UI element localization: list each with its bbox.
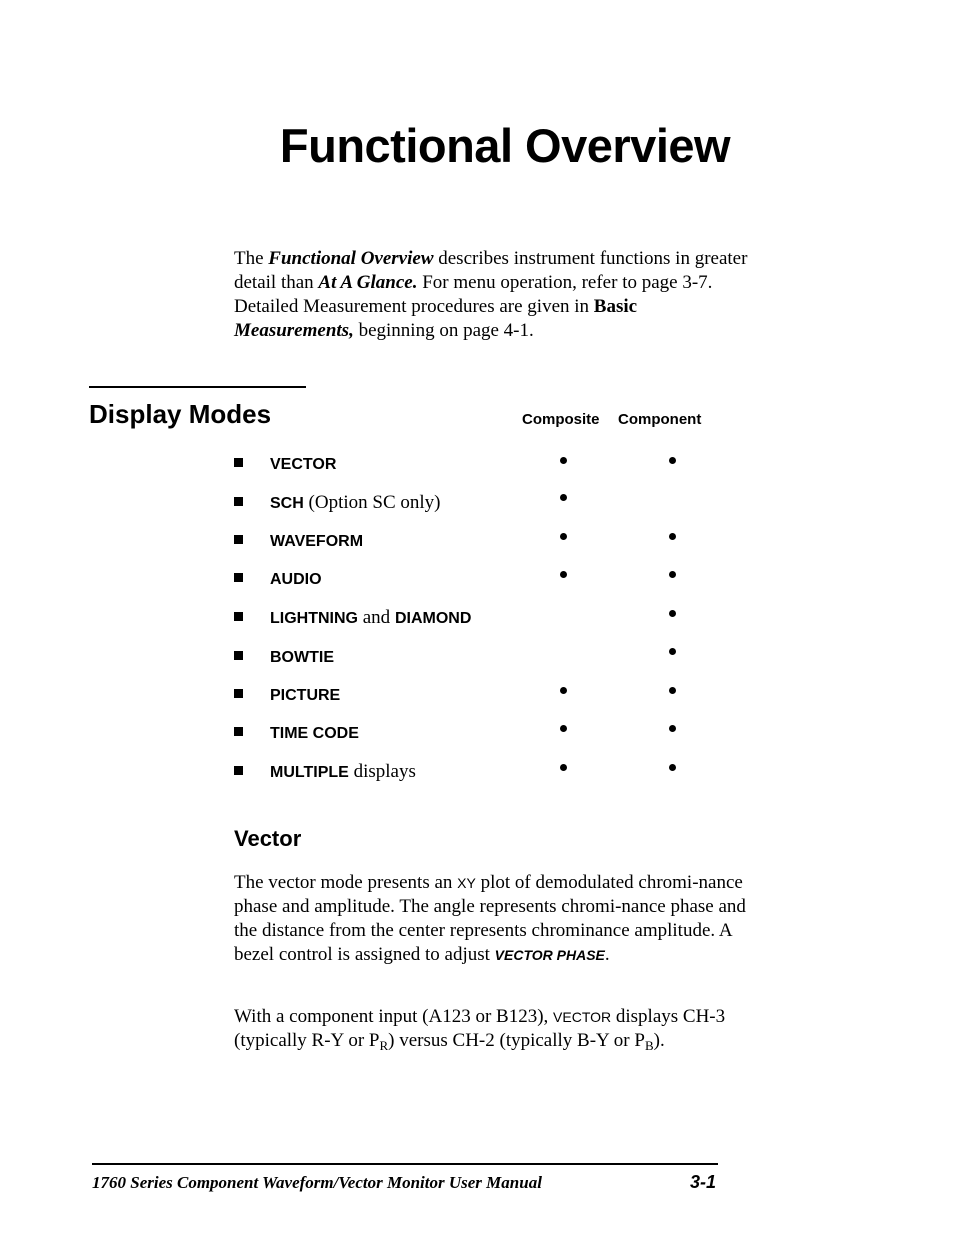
column-header-component: Component bbox=[618, 411, 702, 428]
mode-suffix: displays bbox=[348, 761, 416, 782]
mode-name: AUDIO bbox=[270, 571, 322, 588]
mode-row-time-code bbox=[234, 721, 714, 745]
mode-name: MULTIPLE bbox=[270, 764, 349, 781]
composite-dot-icon bbox=[560, 725, 567, 732]
mode-row-vector bbox=[234, 452, 714, 476]
subscript-b: B bbox=[644, 1038, 654, 1053]
intro-ref-functional-overview: Functional Overview bbox=[268, 248, 434, 269]
square-bullet-icon bbox=[234, 651, 243, 660]
footer-manual-title: 1760 Series Component Waveform/Vector Monitor User Manual bbox=[92, 1173, 542, 1192]
intro-paragraph bbox=[234, 247, 754, 343]
vector-term: VECTOR bbox=[553, 1009, 612, 1025]
mode-row-waveform bbox=[234, 529, 714, 553]
intro-ref-basic: Basic bbox=[593, 296, 638, 317]
mode-label bbox=[270, 606, 471, 631]
mode-label bbox=[270, 645, 334, 670]
square-bullet-icon bbox=[234, 766, 243, 775]
component-dot-icon bbox=[669, 725, 676, 732]
square-bullet-icon bbox=[234, 689, 243, 698]
composite-dot-icon bbox=[560, 687, 567, 694]
square-bullet-icon bbox=[234, 573, 243, 582]
xy-term: XY bbox=[457, 875, 476, 891]
subscript-r: R bbox=[379, 1038, 389, 1053]
intro-text: describes instrument functions in greater detail than bbox=[234, 248, 748, 293]
footer-rule bbox=[92, 1163, 718, 1165]
mode-row-lightning-diamond bbox=[234, 606, 714, 630]
mode-label bbox=[270, 452, 336, 477]
paragraph-text: ) versus CH-2 (typically B-Y or P bbox=[388, 1030, 645, 1051]
paragraph-text: With a component input (A123 or B123), bbox=[234, 1006, 554, 1027]
mode-label bbox=[270, 721, 359, 746]
square-bullet-icon bbox=[234, 535, 243, 544]
composite-dot-icon bbox=[560, 764, 567, 771]
mode-name: SCH bbox=[270, 495, 304, 512]
mode-row-sch bbox=[234, 491, 714, 515]
composite-dot-icon bbox=[560, 494, 567, 501]
square-bullet-icon bbox=[234, 458, 243, 467]
mode-label bbox=[270, 529, 363, 554]
mode-name: VECTOR bbox=[270, 456, 337, 473]
intro-text: The bbox=[234, 248, 269, 269]
component-dot-icon bbox=[669, 533, 676, 540]
mode-conjunction: and bbox=[358, 607, 395, 628]
section-rule bbox=[89, 386, 306, 388]
component-dot-icon bbox=[669, 764, 676, 771]
subsection-heading-vector: Vector bbox=[234, 826, 302, 851]
composite-dot-icon bbox=[560, 533, 567, 540]
page-title: Functional Overview bbox=[279, 119, 731, 172]
component-dot-icon bbox=[669, 571, 676, 578]
component-dot-icon bbox=[669, 457, 676, 464]
column-header-composite: Composite bbox=[522, 411, 600, 428]
paragraph-text: The vector mode presents an bbox=[234, 872, 458, 893]
intro-text: beginning on page 4-1. bbox=[353, 320, 534, 341]
mode-name: PICTURE bbox=[270, 687, 341, 704]
mode-row-picture bbox=[234, 683, 714, 707]
mode-row-multiple bbox=[234, 760, 714, 784]
composite-dot-icon bbox=[560, 457, 567, 464]
composite-dot-icon bbox=[560, 571, 567, 578]
square-bullet-icon bbox=[234, 497, 243, 506]
mode-label bbox=[270, 683, 340, 708]
vector-paragraph-2 bbox=[234, 1005, 754, 1053]
paragraph-text: plot of demodulated chromi-nance phase and amplitude. The angle represents chromi-nance phase and the distance from the center represents chrominance amplitude. A bezel control is assigned to adjust bbox=[234, 872, 746, 965]
mode-label bbox=[270, 760, 416, 785]
mode-name: LIGHTNING bbox=[270, 610, 358, 627]
paragraph-text: displays CH-3 (typically R-Y or P bbox=[234, 1006, 726, 1051]
section-heading: Display Modes bbox=[89, 399, 272, 429]
mode-name: WAVEFORM bbox=[270, 533, 364, 550]
component-dot-icon bbox=[669, 610, 676, 617]
mode-name: TIME CODE bbox=[270, 725, 359, 742]
component-dot-icon bbox=[669, 687, 676, 694]
intro-ref-measurements: Measurements, bbox=[234, 320, 354, 341]
mode-name: BOWTIE bbox=[270, 649, 334, 666]
intro-text: For menu operation, refer to page 3-7. Detailed Measurement procedures are given in bbox=[234, 272, 713, 317]
component-dot-icon bbox=[669, 648, 676, 655]
mode-label bbox=[270, 567, 322, 592]
footer-page-number: 3-1 bbox=[690, 1172, 717, 1192]
paragraph-text: . bbox=[604, 944, 610, 965]
mode-name: DIAMOND bbox=[394, 610, 472, 627]
intro-ref-at-a-glance: At A Glance. bbox=[318, 272, 418, 293]
paragraph-text: ). bbox=[653, 1030, 665, 1051]
mode-row-audio bbox=[234, 567, 714, 591]
square-bullet-icon bbox=[234, 727, 243, 736]
vector-paragraph-1 bbox=[234, 871, 754, 967]
mode-label bbox=[270, 491, 440, 516]
vector-phase-term: VECTOR PHASE bbox=[494, 947, 605, 963]
mode-suffix: (Option SC only) bbox=[303, 492, 441, 513]
square-bullet-icon bbox=[234, 612, 243, 621]
mode-row-bowtie bbox=[234, 645, 714, 669]
